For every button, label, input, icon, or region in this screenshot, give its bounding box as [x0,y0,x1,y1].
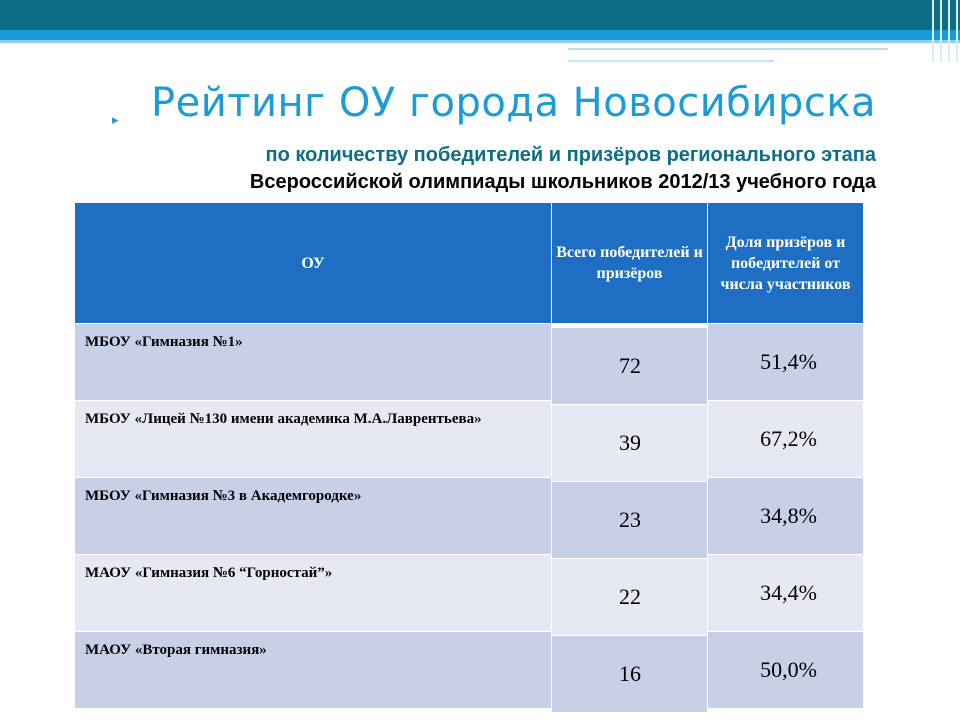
school-name: МБОУ «Лицей №130 имени академика М.А.Лаврентьева» [75,401,552,478]
table-header-row [75,203,864,324]
table-row [75,478,864,555]
table-row [75,324,864,401]
winners-share: 50,0% [708,632,864,709]
table-row [75,632,864,709]
decor-line [0,40,960,43]
subtitle-line-1: по количеству победителей и призёров регионального этапа [265,144,876,166]
table-row [75,401,864,478]
winners-total: 39 [552,405,708,482]
header-total: Всего победителей и призёров [552,203,708,324]
header-school: ОУ [75,203,552,324]
winners-share: 34,4% [708,555,864,632]
school-name: МАОУ «Вторая гимназия» [75,632,552,709]
school-name: МБОУ «Гимназия №1» [75,324,552,401]
decor-stripes [928,0,960,62]
winners-share: 51,4% [708,324,864,401]
school-name: МБОУ «Гимназия №3 в Академгородке» [75,478,552,555]
rating-table [74,202,864,709]
winners-total: 72 [552,328,708,405]
subtitle-line-2: Всероссийской олимпиады школьников 2012/13 учебного года [249,171,876,193]
school-name: МАОУ «Гимназия №6 “Горностай”» [75,555,552,632]
header-accent-band [0,30,960,40]
winners-total: 16 [552,636,708,713]
winners-total: 22 [552,559,708,636]
header-share: Доля призёров и победителей от числа участников [708,203,864,324]
winners-share: 34,8% [708,478,864,555]
header-band [0,0,960,30]
slide-subtitle [120,142,876,196]
bullet-icon: ▸ [112,112,119,127]
slide-title: Рейтинг ОУ города Новосибирска [150,80,876,126]
winners-total: 23 [552,482,708,559]
table-row [75,555,864,632]
winners-share: 67,2% [708,401,864,478]
decor-line [568,48,888,50]
decor-line [568,60,774,62]
